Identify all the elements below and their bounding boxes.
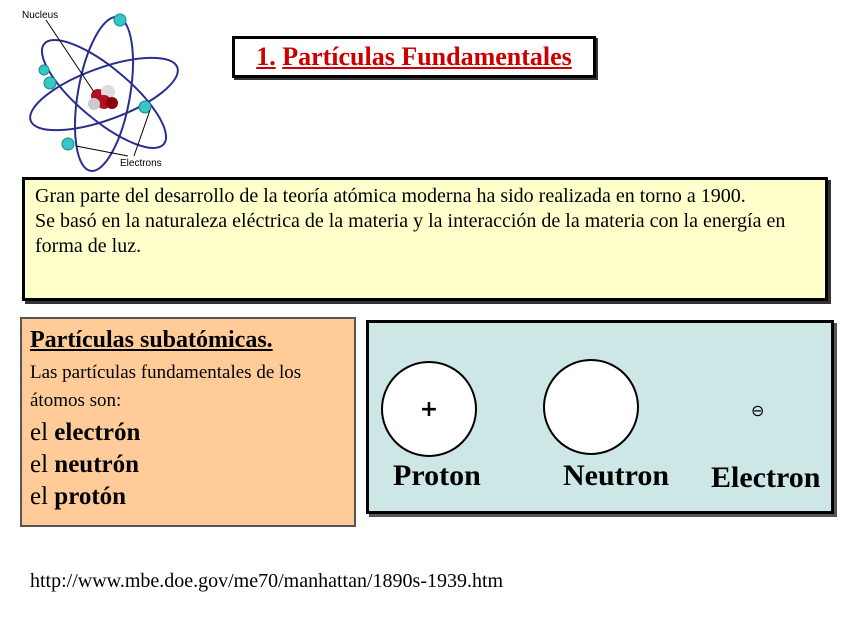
electron-label: Electron bbox=[711, 461, 821, 494]
particle-list bbox=[30, 417, 346, 513]
neutron-circle bbox=[543, 359, 639, 455]
minus-circle-icon: ⊖ bbox=[751, 401, 765, 420]
title-number: 1. bbox=[256, 42, 276, 71]
source-url: http://www.mbe.doe.gov/me70/manhattan/1890s-1939.htm bbox=[30, 570, 504, 592]
subatomic-heading: Partículas subatómicas. bbox=[30, 327, 273, 353]
nucleus-label: Nucleus bbox=[22, 10, 59, 21]
particle-name: neutrón bbox=[54, 451, 140, 478]
proton-label: Proton bbox=[393, 459, 481, 492]
neutron-label: Neutron bbox=[563, 459, 670, 492]
list-item: el electrón bbox=[30, 419, 141, 446]
subatomic-box bbox=[20, 317, 356, 527]
nucleus-icon bbox=[88, 85, 118, 110]
particle-diagram bbox=[366, 320, 834, 514]
plus-icon: + bbox=[419, 396, 439, 422]
list-item: el neutrón bbox=[30, 451, 140, 478]
proton-circle bbox=[381, 361, 477, 457]
intro-box bbox=[22, 177, 828, 301]
particle-name: electrón bbox=[54, 419, 141, 446]
intro-paragraph-1: Gran parte del desarrollo de la teoría atómica moderna ha sido realizada en torno a 1900. bbox=[35, 185, 746, 207]
atom-illustration bbox=[18, 4, 190, 172]
title-text: Partículas Fundamentales bbox=[282, 42, 572, 71]
electrons-label: Electrons bbox=[120, 158, 162, 169]
intro-paragraph-2: Se basó en la naturaleza eléctrica de la materia y la interacción de la materia con la energía en forma de luz. bbox=[35, 210, 786, 257]
list-item: el protón bbox=[30, 483, 127, 510]
subatomic-text: Las partículas fundamentales de los átomos son: bbox=[30, 362, 302, 411]
page-title bbox=[232, 36, 596, 78]
particle-name: protón bbox=[54, 483, 127, 510]
